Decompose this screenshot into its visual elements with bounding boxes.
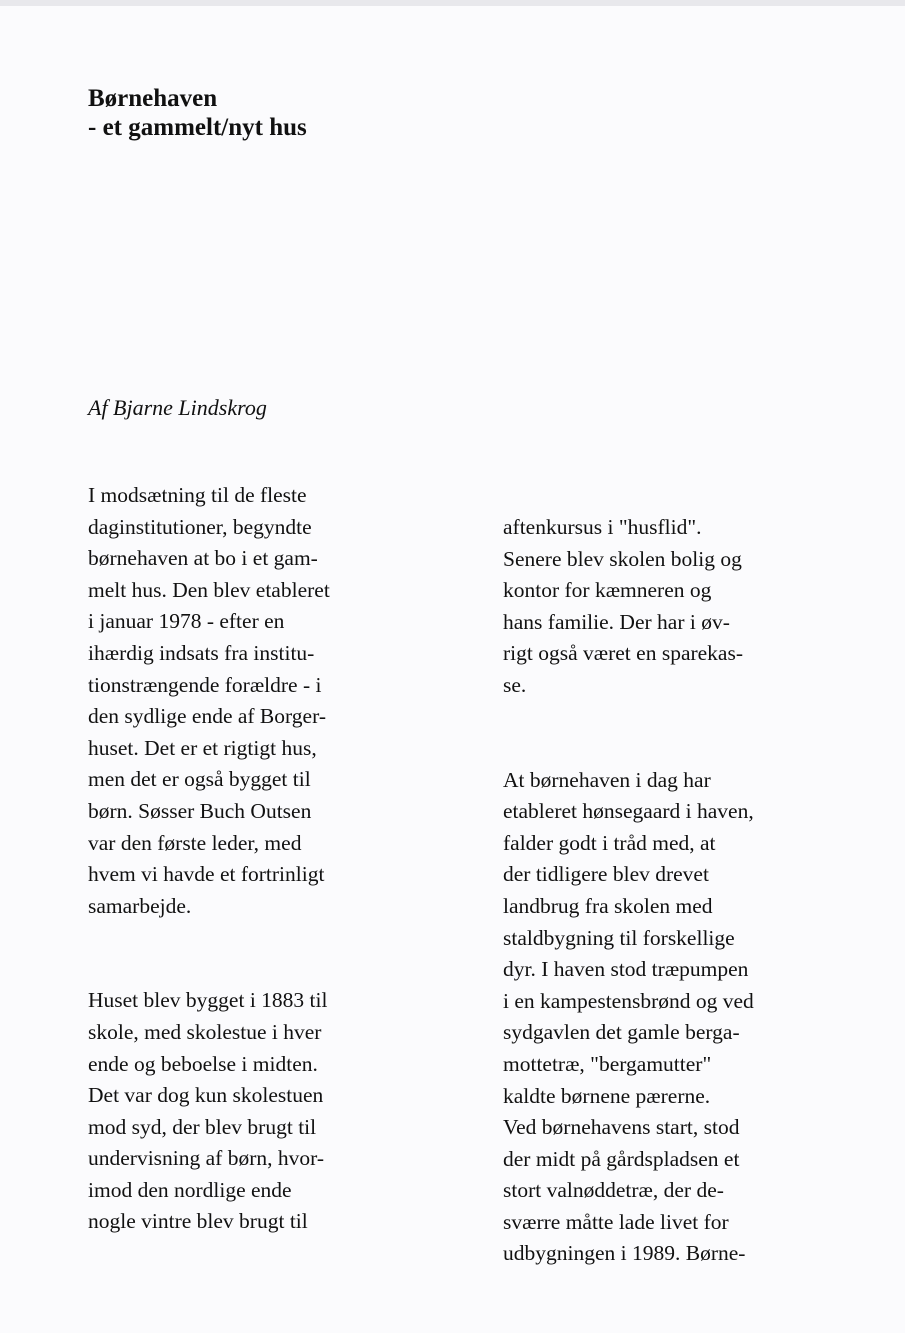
right-column [503, 512, 754, 1333]
paragraph [88, 480, 330, 922]
text-line: børnehaven at bo i et gam- [88, 546, 318, 571]
text-line: ende og beboelse i midten. [88, 1051, 318, 1076]
left-column [88, 480, 330, 1301]
paragraph [503, 765, 754, 1271]
byline: Af Bjarne Lindskrog [88, 395, 267, 420]
text-line: I modsætning til de fleste [88, 483, 307, 507]
page-edge [0, 0, 905, 6]
text-line: udbygningen i 1989. Børne- [503, 1241, 746, 1266]
text-line: var den første leder, med [88, 830, 302, 855]
text-line: imod den nordlige ende [88, 1177, 292, 1202]
text-line: ihærdig indsats fra institu- [88, 640, 315, 665]
article-title [88, 84, 307, 142]
text-line: tionstrængende forældre - i [88, 672, 322, 697]
text-line: falder godt i tråd med, at [503, 830, 716, 855]
text-line: Det var dog kun skolestuen [88, 1083, 324, 1108]
text-line: Ved børnehavens start, stod [503, 1115, 740, 1140]
text-line: men det er også bygget til [88, 767, 311, 792]
text-line: melt hus. Den blev etableret [88, 577, 330, 602]
text-line: staldbygning til forskellige [503, 925, 735, 950]
text-line: kontor for kæmneren og [503, 578, 712, 603]
text-line: aftenkursus i "husflid". [503, 515, 702, 539]
paragraph [88, 985, 330, 1238]
text-line: hans familie. Der har i øv- [503, 609, 730, 634]
paragraph [503, 512, 754, 702]
text-line: sydgavlen det gamle berga- [503, 1020, 740, 1045]
text-line: At børnehaven i dag har [503, 767, 711, 792]
text-line: dyr. I haven stod træpumpen [503, 957, 749, 982]
text-line: i en kampestensbrønd og ved [503, 988, 754, 1013]
text-line: rigt også været en sparekas- [503, 641, 744, 666]
text-line: mod syd, der blev brugt til [88, 1114, 317, 1139]
text-line: skole, med skolestue i hver [88, 1019, 322, 1044]
title-line-2: - et gammelt/nyt hus [88, 114, 307, 141]
text-line: den sydlige ende af Borger- [88, 704, 326, 729]
text-line: daginstitutioner, begyndte [88, 514, 312, 539]
text-line: Senere blev skolen bolig og [503, 546, 742, 571]
text-line: undervisning af børn, hvor- [88, 1146, 325, 1171]
text-line: mottetræ, "bergamutter" [503, 1051, 712, 1076]
text-line: børn. Søsser Buch Outsen [88, 798, 312, 823]
text-line: landbrug fra skolen med [503, 893, 713, 918]
text-line: sværre måtte lade livet for [503, 1209, 729, 1234]
text-line: se. [503, 672, 527, 697]
text-line: huset. Det er et rigtigt hus, [88, 735, 317, 760]
text-line: der tidligere blev drevet [503, 862, 709, 887]
text-line: Huset blev bygget i 1883 til [88, 988, 328, 1013]
text-line: etableret hønsegaard i haven, [503, 799, 754, 824]
text-line: stort valnøddetræ, der de- [503, 1178, 724, 1203]
text-line: hvem vi havde et fortrinligt [88, 862, 325, 887]
text-line: nogle vintre blev brugt til [88, 1209, 308, 1234]
title-line-1: Børnehaven [88, 85, 218, 112]
text-line: samarbejde. [88, 893, 192, 918]
text-line: i januar 1978 - efter en [88, 609, 285, 634]
text-line: kaldte børnene pærerne. [503, 1083, 711, 1108]
text-line: der midt på gårdspladsen et [503, 1146, 740, 1171]
